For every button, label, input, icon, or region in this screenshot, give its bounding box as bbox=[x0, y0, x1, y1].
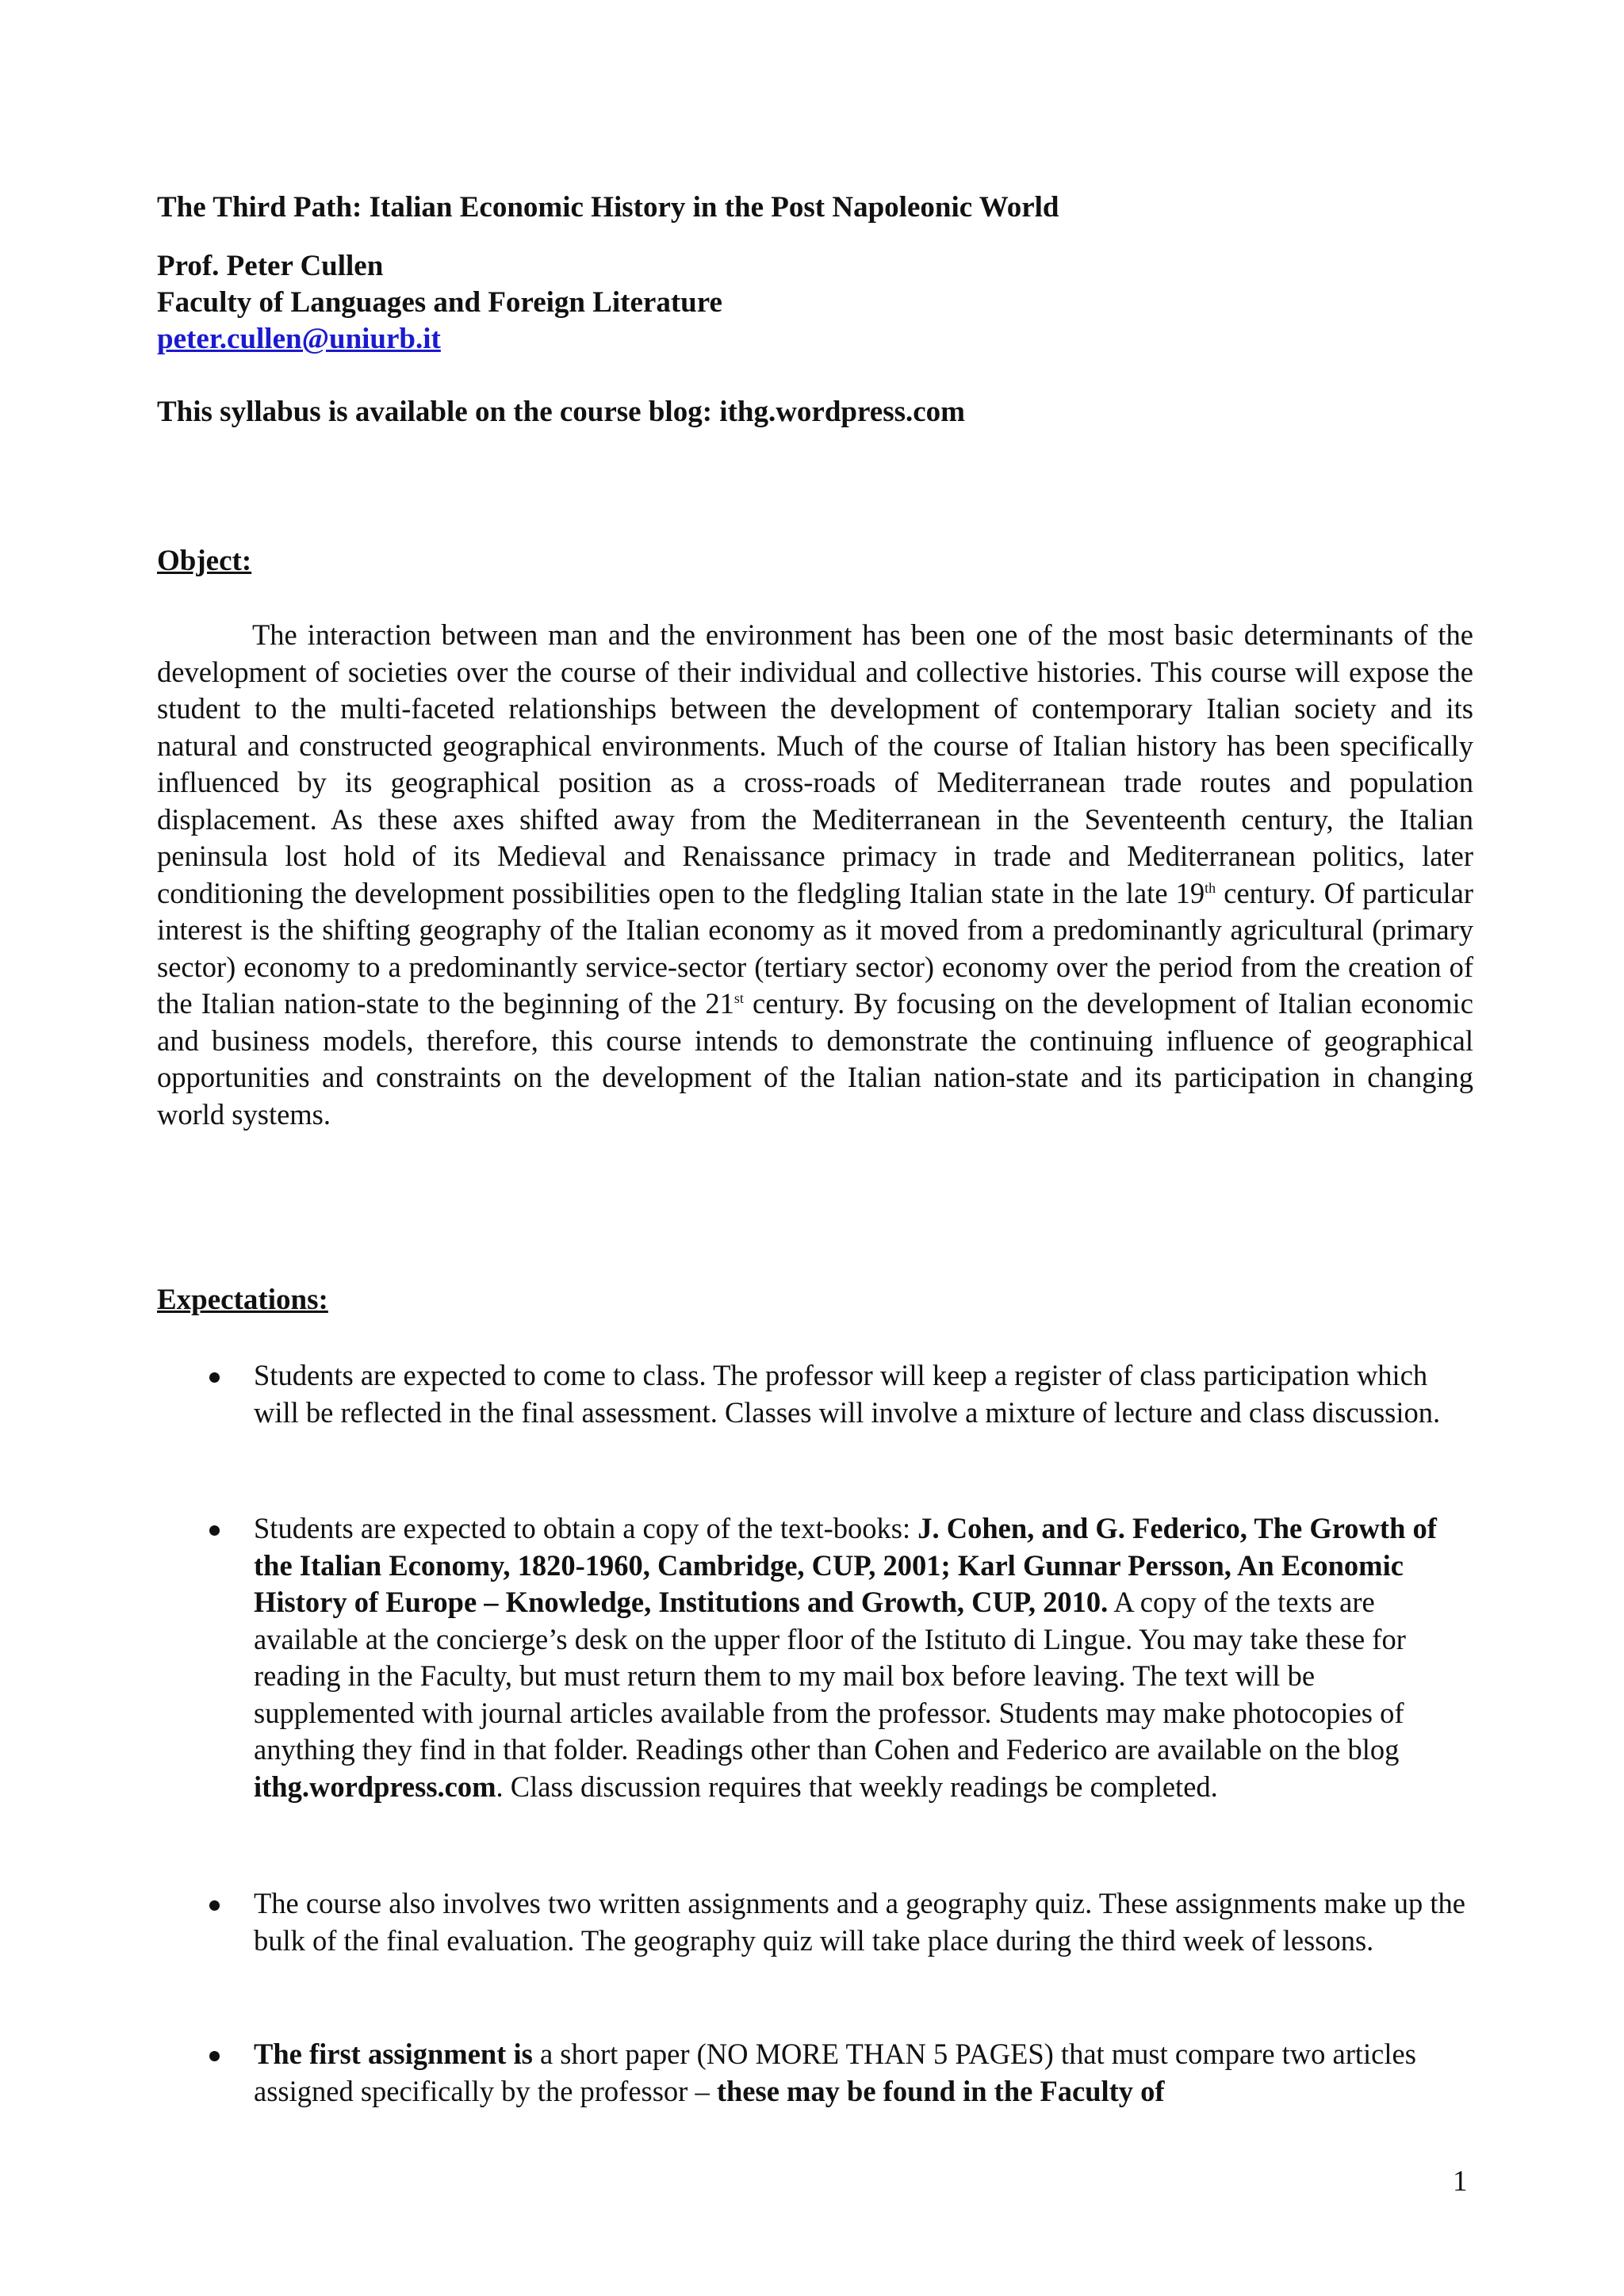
object-text-1: The interaction between man and the environment has been one of the most basic determinants of the development of societies over the course of their individual and collective histories. This course will expose the student to the multi-faceted relationships between the development of contemporary Italian society and its natural and constructed geographical environments. Much of the course of Italian history has been specifically influenced by its geographical position as a cross-roads of Mediterranean trade routes and population displacement. As these axes shifted away from the Mediterranean in the Seventeenth century, the Italian peninsula lost hold of its Medieval and Renaissance primacy in trade and Mediterranean politics, later conditioning the development possibilities open to the fledgling Italian state in the late 19 bbox=[157, 618, 1473, 909]
textbooks-intro: Students are expected to obtain a copy of the text-books: bbox=[254, 1512, 918, 1544]
list-item-text: The course also involves two written assignments and a geography quiz. These assignments make up the bulk of the final evaluation. The geography quiz will take place during the third week of lessons. bbox=[254, 1887, 1465, 1957]
list-item-text bbox=[254, 1510, 1467, 1805]
bullet-icon bbox=[209, 1372, 220, 1383]
object-text-2: century. Of particular interest is the shifting geography of the Italian economy as it moved from a predominantly agricultural (primary sector) economy to a predominantly service-sector (tertiary sector) economy over the period from the creation of the Italian nation-state to the beginning of the 21 bbox=[157, 876, 1473, 1020]
list-item bbox=[157, 2036, 1473, 2110]
expectations-heading: Expectations: bbox=[157, 1284, 328, 1316]
list-item bbox=[157, 1885, 1473, 1959]
first-assignment-text: a short paper (NO MORE THAN 5 PAGES) that must compare two articles assigned specifically by the professor – bbox=[254, 2038, 1416, 2107]
course-title: The Third Path: Italian Economic History in the Post Napoleonic World bbox=[157, 191, 1059, 224]
professor-name: Prof. Peter Cullen bbox=[157, 250, 384, 282]
object-text-3: century. By focusing on the development of Italian economic and business models, therefore, this course intends to demonstrate the continuing influence of geographical opportunities and constraints on the development of the Italian nation-state and its participation in changing world systems. bbox=[157, 987, 1473, 1131]
list-item-text bbox=[254, 2036, 1467, 2110]
superscript-th: th bbox=[1205, 879, 1216, 896]
list-item bbox=[157, 1510, 1473, 1805]
first-assignment-label: The first assignment is bbox=[254, 2038, 533, 2070]
bullet-icon bbox=[209, 1525, 220, 1536]
superscript-st: st bbox=[733, 989, 744, 1006]
textbooks-closing: . Class discussion requires that weekly readings be completed. bbox=[496, 1770, 1218, 1803]
textbooks-details: A copy of the texts are available at the concierge’s desk on the upper floor of the Istituto di Lingue. You may take these for reading in the Faculty, but must return them to my mail box before leaving. The text will be supplemented with journal articles available from the professor. Students may make photocopies of anything they find in that folder. Readings other than Cohen and Federico are available on the blog bbox=[254, 1586, 1406, 1766]
list-item-text: Students are expected to come to class. The professor will keep a register of class participation which will be reflected in the final assessment. Classes will involve a mixture of lecture and class discussion. bbox=[254, 1359, 1441, 1429]
list-item bbox=[157, 1357, 1473, 1431]
page-number: 1 bbox=[1453, 2165, 1468, 2198]
textbooks-citation: J. Cohen, and G. Federico, The Growth of the Italian Economy, 1820-1960, Cambridge, CUP, 2001; Karl Gunnar Persson, An Economic History of Europe – Knowledge, Institutions and Growth, CUP, 2010. bbox=[254, 1512, 1437, 1618]
first-assignment-location: these may be found in the Faculty of bbox=[716, 2074, 1165, 2107]
object-paragraph bbox=[157, 617, 1473, 1133]
faculty-name: Faculty of Languages and Foreign Literature bbox=[157, 286, 722, 319]
bullet-icon bbox=[209, 1900, 220, 1911]
blog-note: This syllabus is available on the course blog: ithg.wordpress.com bbox=[157, 396, 965, 428]
email-link[interactable]: peter.cullen@uniurb.it bbox=[157, 323, 441, 355]
object-heading: Object: bbox=[157, 545, 252, 577]
bullet-icon bbox=[209, 2051, 220, 2061]
blog-link[interactable]: ithg.wordpress.com bbox=[254, 1770, 496, 1803]
